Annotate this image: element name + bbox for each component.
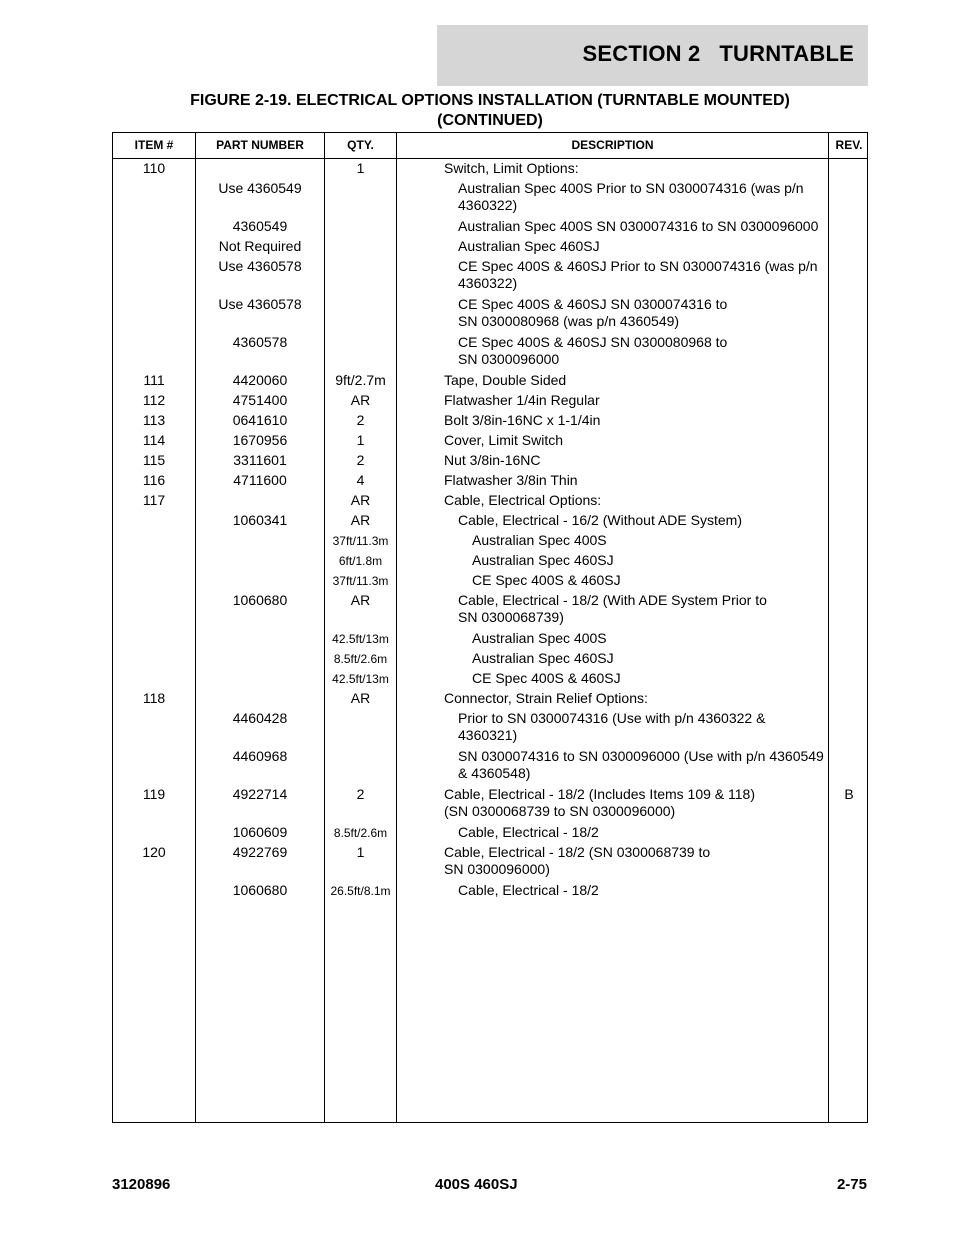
description-line: Prior to SN 0300074316 (Use with p/n 4360322 & <box>458 710 766 726</box>
table-row <box>113 710 867 748</box>
part-number: 1670956 <box>232 432 288 448</box>
item-number: 115 <box>142 452 166 468</box>
part-number: 1060609 <box>232 824 288 840</box>
description-line: Cable, Electrical - 18/2 (Includes Items 109 & 118) <box>444 786 756 802</box>
section-title: SECTION 2 TURNTABLE <box>582 41 854 66</box>
description-line: Australian Spec 400S <box>472 532 607 548</box>
quantity: 8.5ft/2.6m <box>333 826 388 840</box>
table-body <box>113 160 867 902</box>
table-row <box>113 472 867 492</box>
description-line: Connector, Strain Relief Options: <box>444 690 648 706</box>
figure-title <box>112 91 868 131</box>
part-number: 1060341 <box>232 512 288 528</box>
item-number: 112 <box>142 392 166 408</box>
table-row <box>113 690 867 710</box>
quantity: AR <box>350 512 371 528</box>
table-row <box>113 160 867 180</box>
description-line: Tape, Double Sided <box>444 372 567 388</box>
part-number: Not Required <box>218 238 302 254</box>
table-row <box>113 512 867 532</box>
quantity: AR <box>350 592 371 608</box>
description-line: Flatwasher 1/4in Regular <box>444 392 600 408</box>
description-line: Australian Spec 460SJ <box>472 650 614 666</box>
table-row <box>113 552 867 572</box>
quantity: 1 <box>356 844 365 860</box>
description-line: CE Spec 400S & 460SJ SN 0300074316 to <box>458 296 728 312</box>
part-number: 4751400 <box>232 392 288 408</box>
footer-doc-number: 3120896 <box>112 1176 171 1193</box>
description-line: Australian Spec 460SJ <box>472 552 614 568</box>
description-line: Cable, Electrical - 16/2 (Without ADE System) <box>458 512 742 528</box>
description-line: SN 0300096000) <box>444 861 550 877</box>
table-row <box>113 392 867 412</box>
quantity: 37ft/11.3m <box>332 534 389 548</box>
item-number: 120 <box>142 844 166 860</box>
table-row <box>113 592 867 630</box>
table-row <box>113 334 867 372</box>
description-line: (SN 0300068739 to SN 0300096000) <box>444 803 676 819</box>
description-line: Nut 3/8in-16NC <box>444 452 541 468</box>
table-row <box>113 882 867 902</box>
table-row <box>113 786 867 824</box>
item-number: 113 <box>142 412 166 428</box>
quantity: 1 <box>356 160 365 176</box>
quantity: 4 <box>356 472 365 488</box>
description-line: Cable, Electrical - 18/2 <box>458 882 599 898</box>
quantity: AR <box>350 690 371 706</box>
description-line: SN 0300096000 <box>458 351 560 367</box>
header-part-number: PART NUMBER <box>216 138 304 152</box>
part-number: 4922769 <box>232 844 288 860</box>
item-number: 116 <box>142 472 166 488</box>
table-row <box>113 650 867 670</box>
description-line: Switch, Limit Options: <box>444 160 579 176</box>
parts-table <box>112 132 868 1123</box>
table-row <box>113 412 867 432</box>
table-row <box>113 532 867 552</box>
quantity: 1 <box>356 432 365 448</box>
table-row <box>113 492 867 512</box>
table-row <box>113 824 867 844</box>
description-line: Australian Spec 400S <box>472 630 607 646</box>
item-number: 110 <box>142 160 166 176</box>
description-line: Cable, Electrical Options: <box>444 492 602 508</box>
description-line: 4360321) <box>458 727 518 743</box>
description-line: CE Spec 400S & 460SJ <box>472 670 621 686</box>
quantity: 42.5ft/13m <box>332 632 389 646</box>
table-row <box>113 238 867 258</box>
quantity: 2 <box>356 452 365 468</box>
part-number: Use 4360549 <box>218 180 302 196</box>
quantity: AR <box>350 392 371 408</box>
description-line: CE Spec 400S & 460SJ <box>472 572 621 588</box>
description-line: CE Spec 400S & 460SJ SN 0300080968 to <box>458 334 728 350</box>
section-banner <box>437 25 868 86</box>
description-line: Australian Spec 460SJ <box>458 238 600 254</box>
table-row <box>113 572 867 592</box>
part-number: 4360578 <box>232 334 288 350</box>
description-line: 4360322) <box>458 275 518 291</box>
table-row <box>113 452 867 472</box>
part-number: 4460968 <box>232 748 288 764</box>
description-line: SN 0300074316 to SN 0300096000 (Use with p/n 4360549 <box>458 748 824 764</box>
quantity: 42.5ft/13m <box>332 672 389 686</box>
header-description: DESCRIPTION <box>571 138 654 152</box>
part-number: Use 4360578 <box>218 296 302 312</box>
table-row <box>113 258 867 296</box>
table-row <box>113 296 867 334</box>
description-line: Flatwasher 3/8in Thin <box>444 472 578 488</box>
description-line: SN 0300068739) <box>458 609 564 625</box>
description-line: 4360322) <box>458 197 518 213</box>
item-number: 114 <box>142 432 166 448</box>
quantity: 8.5ft/2.6m <box>333 652 388 666</box>
item-number: 119 <box>142 786 166 802</box>
quantity: 2 <box>356 412 365 428</box>
header-qty: QTY. <box>347 138 374 152</box>
table-row <box>113 432 867 452</box>
part-number: Use 4360578 <box>218 258 302 274</box>
description-line: Cable, Electrical - 18/2 (SN 0300068739 to <box>444 844 711 860</box>
part-number: 1060680 <box>232 592 288 608</box>
part-number: 4360549 <box>232 218 288 234</box>
footer-page-number: 2-75 <box>836 1176 867 1193</box>
part-number: 3311601 <box>233 452 287 468</box>
footer-model: 400S 460SJ <box>435 1176 518 1193</box>
description-line: Australian Spec 400S SN 0300074316 to SN 0300096000 <box>458 218 819 234</box>
description-line: & 4360548) <box>458 765 531 781</box>
header-item: ITEM # <box>134 138 174 152</box>
revision: B <box>844 786 854 802</box>
table-row <box>113 670 867 690</box>
description-line: Cable, Electrical - 18/2 <box>458 824 599 840</box>
quantity: 37ft/11.3m <box>332 574 389 588</box>
header-rev: REV. <box>835 138 863 152</box>
quantity: 6ft/1.8m <box>338 554 383 568</box>
part-number: 4460428 <box>232 710 288 726</box>
part-number: 4922714 <box>232 786 288 802</box>
description-line: CE Spec 400S & 460SJ Prior to SN 0300074316 (was p/n <box>458 258 818 274</box>
table-row <box>113 372 867 392</box>
part-number: 4420060 <box>232 372 288 388</box>
table-row <box>113 844 867 882</box>
table-row <box>113 748 867 786</box>
description-line: Australian Spec 400S Prior to SN 0300074316 (was p/n <box>458 180 804 196</box>
table-row <box>113 218 867 238</box>
description-line: Cable, Electrical - 18/2 (With ADE System Prior to <box>458 592 767 608</box>
item-number: 118 <box>142 690 166 706</box>
quantity: AR <box>350 492 371 508</box>
description-line: SN 0300080968 (was p/n 4360549) <box>458 313 680 329</box>
item-number: 111 <box>143 372 165 388</box>
figure-title-line-2: (CONTINUED) <box>437 112 543 129</box>
part-number: 1060680 <box>232 882 288 898</box>
table-row <box>113 630 867 650</box>
description-line: Cover, Limit Switch <box>444 432 564 448</box>
table-row <box>113 180 867 218</box>
description-line: Bolt 3/8in-16NC x 1-1/4in <box>444 412 601 428</box>
figure-title-line-1: FIGURE 2-19. ELECTRICAL OPTIONS INSTALLATION (TURNTABLE MOUNTED) <box>190 92 790 109</box>
quantity: 9ft/2.7m <box>335 372 386 388</box>
quantity: 2 <box>356 786 365 802</box>
quantity: 26.5ft/8.1m <box>330 884 391 898</box>
header-divider <box>113 158 867 159</box>
part-number: 4711600 <box>233 472 287 488</box>
part-number: 0641610 <box>232 412 288 428</box>
item-number: 117 <box>142 492 166 508</box>
